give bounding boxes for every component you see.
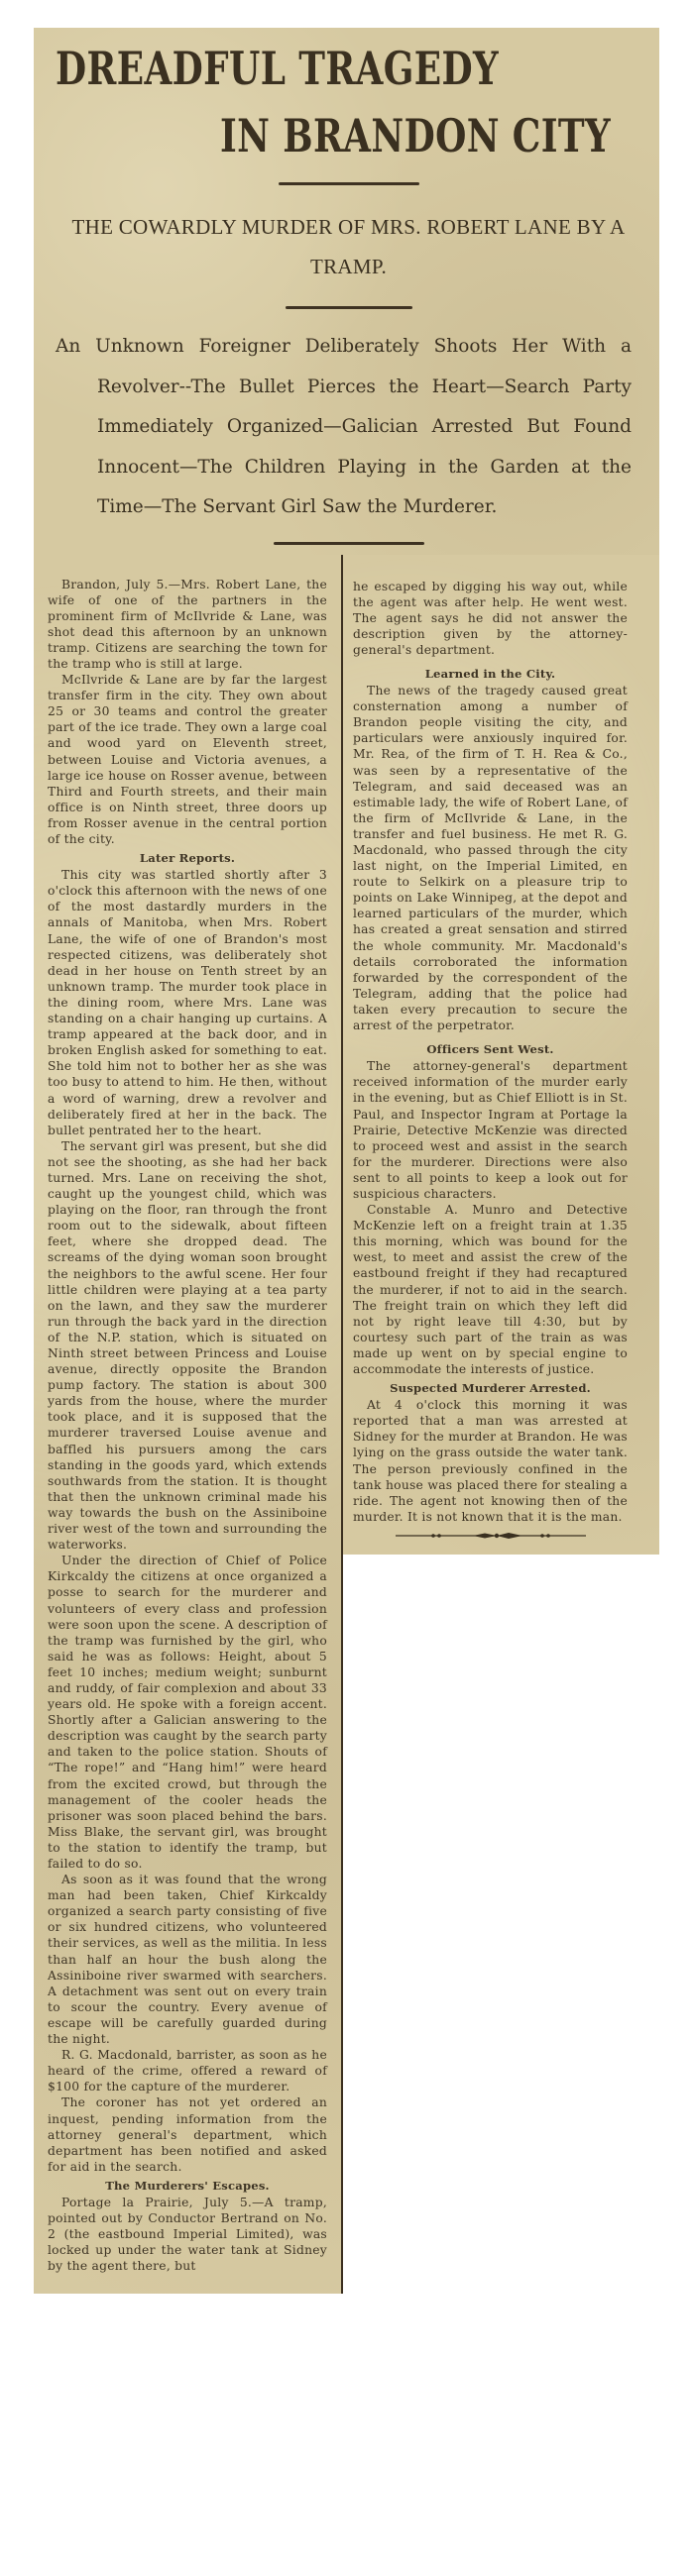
article-column-right [353, 579, 628, 1525]
ornamental-dash-rule-icon [394, 1531, 588, 1541]
clipping-left-column-paper [34, 555, 343, 2295]
subheadline: THE COWARDLY MURDER OF MRS. ROBERT LANE BY A TRAMP. [71, 215, 626, 278]
newspaper-clipping [34, 28, 659, 2294]
paragraph: The attorney-general's department received information of the murder early in the evening, but as Chief Elliott is in St. Paul, and Inspector Ingram at Portage la Prairie, Detective McKenzie was directed to proceed west and assist in the search for the murderer. Directions were also sent to all points to keep a look out for suspicious characters. [353, 1059, 628, 1201]
clipping-header-paper [34, 28, 659, 555]
paragraph: Brandon, July 5.—Mrs. Robert Lane, the wife of one of the partners in the prominent firm of McIlvride & Lane, was shot dead this afternoon by an unknown tramp. Citizens are searching the town for the tramp who is still at large. [48, 577, 327, 671]
deck-text: An Unknown Foreigner Deliberately Shoots Her With a Revolver--The Bullet Pierces the Heart—Search Party Immediately Organized—Galician Arrested But Found Innocent—The Children Playing in the Garden at the Time—The Servant Girl Saw the Murderer. [56, 336, 632, 517]
headline-line-1: DREADFUL TRAGEDY [56, 42, 500, 95]
article-columns [34, 555, 659, 2295]
section-heading: Later Reports. [139, 851, 236, 866]
paragraph: The news of the tragedy caused great consternation among a number of Brandon people visiting the city, and particulars were anxiously inquired for. Mr. Rea, of the firm of T. H. Rea & Co., was seen by a representative of the Telegram, and said deceased was an estimable lady, the wife of Robert Lane, of the firm of McIlvride & Lane, in the transfer and fuel business. He met R. G. Macdonald, who passed through the city last night, on the Imperial Limited, en route to Selkirk on a pleasure trip to points on Lake Winnipeg, at the depot and learned particulars of the murder, which has created a great sensation and stirred the whole community. Mr. Macdonald's details corroborated the information forwarded by the correspondent of the Telegram, adding that the police had taken every precaution to secure the arrest of the perpetrator. [353, 684, 628, 1033]
paragraph: Constable A. Munro and Detective McKenzie left on a freight train at 1.35 this morning, which was bound for the west, to meet and assist the crew of the eastbound freight if they had recaptured the murderer, if not to aid in the search. The freight train on which they left did not by right leave till 4:30, but by courtesy such part of the train as was made up went on by special engine to accommodate the interests of justice. [353, 1203, 628, 1376]
paragraph: McIlvride & Lane are by far the largest transfer firm in the city. They own about 25 or 30 teams and control the greater part of the ice trade. They own a large coal and wood yard on Eleventh street, between Louise and Victoria avenues, a large ice house on Rosser avenue, between Third and Fourth streets, and their main office is on Ninth street, three doors up from Rosser avenue in the central portion of the city. [48, 673, 327, 846]
clipping-right-column-paper [343, 555, 659, 1555]
paragraph: At 4 o'clock this morning it was reported that a man was arrested at Sidney for the murder at Brandon. He was lying on the grass outside the water tank. The person previously confined in the tank house was placed there for stealing a ride. The agent not knowing then of the murder. It is not known that it is the man. [353, 1398, 628, 1524]
paragraph: This city was startled shortly after 3 o'clock this afternoon with the news of one of the most dastardly murders in the annals of Manitoba, when Mrs. Robert Lane, the wife of one of Brandon's most respected citizens, was deliberately shot dead in her house on Tenth street by an unknown tramp. The murder took place in the dining room, where Mrs. Lane was standing on a chair hanging up curtains. A tramp appeared at the back door, and in broken English asked for something to eat. She told him not to bother her as she was too busy to attend to him. He then, without a word of warning, drew a revolver and deliberately fired at her in the back. The bullet pentrated her to the heart. [48, 868, 327, 1137]
paragraph: As soon as it was found that the wrong man had been taken, Chief Kirkcaldy organized a search party consisting of five or six hundred citizens, who volunteered their services, as well as the militia. In less than half an hour the bush along the Assiniboine river swarmed with searchers. A detachment was sent out on every train to scour the country. Every avenue of escape will be carefully guarded during the night. [48, 1873, 327, 2047]
paragraph: R. G. Macdonald, barrister, as soon as he heard of the crime, offered a reward of $100 for the capture of the murderer. [48, 2048, 327, 2094]
section-heading: Suspected Murderer Arrested. [390, 1381, 591, 1396]
divider-rule [286, 306, 412, 309]
divider-rule [279, 182, 419, 185]
section-heading: The Murderers' Escapes. [105, 2178, 270, 2193]
paragraph: he escaped by digging his way out, while the agent was after help. He went west. The agent says he did not answer the description given by the attorney-general's department. [353, 579, 628, 657]
section-heading: Officers Sent West. [426, 1042, 554, 1057]
deck-summary [56, 327, 632, 528]
paragraph: Portage la Prairie, July 5.—A tramp, pointed out by Conductor Bertrand on No. 2 (the eastbound Imperial Limited), was locked up under the water tank at Sidney by the agent there, but [48, 2195, 327, 2274]
divider-rule [274, 542, 424, 545]
paragraph: The servant girl was present, but she did not see the shooting, as she had her back turned. Mrs. Lane on receiving the shot, caught up the youngest child, which was playing on the floor, ran through the front room out to the sidewalk, about fifteen feet, where she dropped dead. The screams of the dying woman soon brought the neighbors to the awful scene. Her four little children were playing at a tea party on the lawn, and they saw the murderer run through the back yard in the direction of the N.P. station, which is situated on Ninth street between Princess and Louise avenue, directly opposite the Brandon pump factory. The station is about 300 yards from the house, where the murder took place, and it is supposed that the murderer traversed Louise avenue and baffled his pursuers among the cars standing in the goods yard, which extends southwards from the station. It is thought that then the unknown criminal made his way towards the bush on the Assiniboine river west of the town and surrounding the waterworks. [48, 1138, 327, 1553]
paragraph: Under the direction of Chief of Police Kirkcaldy the citizens at once organized a posse to search for the murderer and volunteers of every class and profession were soon upon the scene. A description of the tramp was furnished by the girl, who said he was as follows: Height, about 5 feet 10 inches; medium weight; sunburnt and ruddy, of fair complexion and about 33 years old. He spoke with a foreign accent. Shortly after a Galician answering to the description was caught by the search party and taken to the police station. Shouts of “The rope!” and “Hang him!” were heard from the excited crowd, but through the management of the cooler heads the prisoner was soon placed behind the bars. Miss Blake, the servant girl, was brought to the station to identify the tramp, but failed to do so. [48, 1554, 327, 1871]
headline-line-2: IN BRANDON CITY [220, 109, 612, 162]
paragraph: The coroner has not yet ordered an inquest, pending information from the attorney general's department, which department has been notified and asked for aid in the search. [48, 2095, 327, 2174]
section-heading: Learned in the City. [424, 666, 556, 681]
article-column-left [48, 577, 327, 2275]
